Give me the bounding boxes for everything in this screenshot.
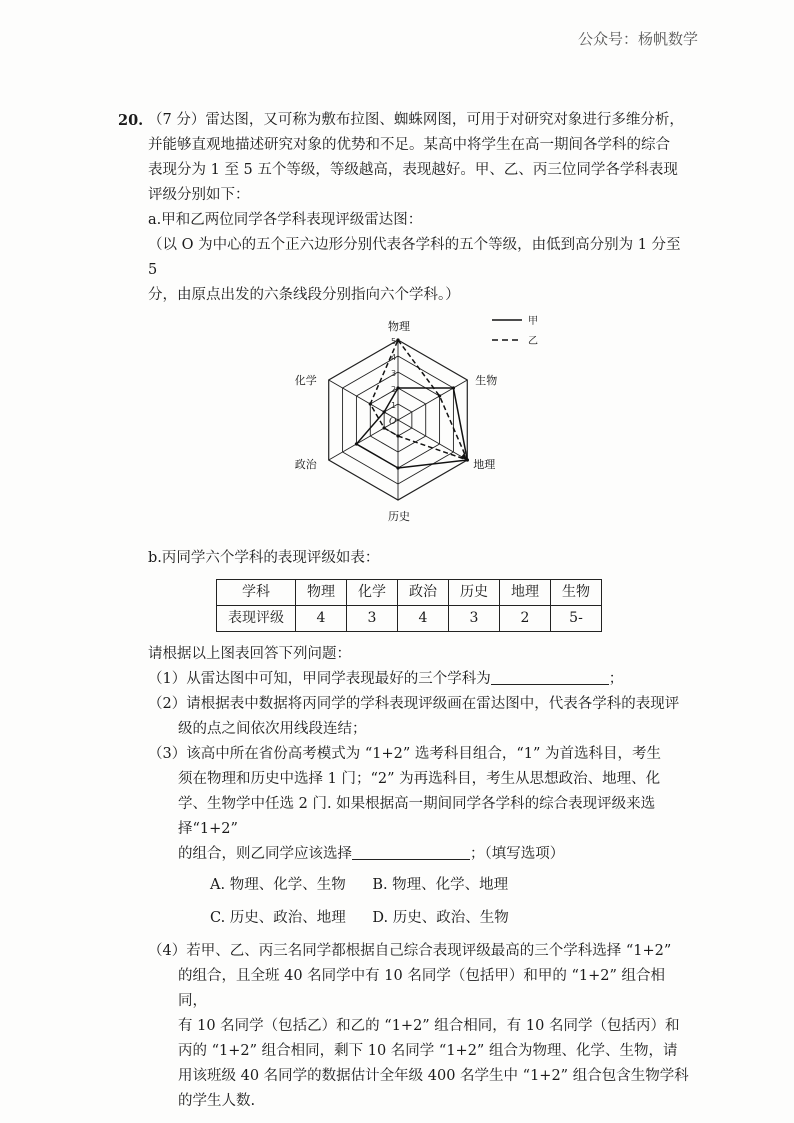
- q4-line: （4）若甲、乙、丙三名同学都根据自己综合表现评级最高的三个学科选择 “1+2”: [148, 943, 672, 959]
- table-wrap: [148, 579, 693, 632]
- q2-line: （2）请根据表中数据将丙同学的学科表现评级画在雷达图中，代表各学科的表现评: [148, 696, 680, 712]
- tick-label: 4: [391, 353, 397, 362]
- part-a-note: （以 O 为中心的五个正六边形分别代表各学科的五个等级，由低到高分别为 1 分至 5: [148, 237, 681, 278]
- table-header-cell: 物理: [296, 580, 347, 606]
- radar-spoke: [329, 420, 398, 460]
- table-header-row: [217, 580, 602, 606]
- q3-last: [148, 842, 693, 867]
- q3-line: 须在物理和历史中选择 1 门；“2” 为再选科目，考生从思想政治、地理、化: [178, 771, 661, 787]
- radar-spoke: [329, 380, 398, 420]
- series-point: [396, 386, 399, 389]
- tick-label: 1: [391, 401, 397, 410]
- tick-label: 2: [391, 385, 397, 394]
- table-header-cell: 生物: [551, 580, 602, 606]
- answer-blank[interactable]: [491, 668, 609, 685]
- table-header-cell: 化学: [347, 580, 398, 606]
- axis-label: 物理: [388, 320, 410, 333]
- q4-line: 用该班级 40 名同学的数据估计全年级 400 名学生中 “1+2” 组合包含生物学科: [178, 1068, 689, 1084]
- option-row: [210, 906, 693, 939]
- axis-label: 化学: [294, 374, 317, 387]
- table-cell: 5-: [551, 606, 602, 632]
- part-a-title: a.甲和乙两位同学各学科表现评级雷达图：: [148, 212, 423, 228]
- table-row: [217, 606, 602, 632]
- table-header-cell: 历史: [449, 580, 500, 606]
- option-row: [210, 873, 693, 906]
- radar-chart-area: [148, 312, 723, 540]
- radar-chart: [148, 312, 693, 540]
- q3-end: ；（填写选项）: [470, 846, 565, 862]
- question-20: [118, 108, 693, 1114]
- q3-line: 学、生物学中任选 2 门. 如果根据高一期间同学各学科的综合表现评级来选择“1+2”: [178, 796, 656, 837]
- series-point: [396, 466, 399, 469]
- series-point: [369, 402, 372, 405]
- part-b-title: b.丙同学六个学科的表现评级如表：: [148, 550, 380, 566]
- q3-line: （3）该高中所在省份高考模式为 “1+2” 选考科目组合，“1” 为首选科目，考生: [148, 746, 662, 762]
- q4-line: 的组合，且全班 40 名同学中有 10 名同学（包括甲）和甲的 “1+2” 组合相同，: [178, 968, 665, 1009]
- legend-label: 甲: [528, 316, 538, 327]
- series-point: [383, 426, 386, 429]
- table-cell: 4: [296, 606, 347, 632]
- option-d[interactable]: D. 历史、政治、生物: [372, 910, 509, 926]
- series-point: [438, 394, 441, 397]
- series-point: [396, 434, 399, 437]
- answer-blank[interactable]: [352, 843, 470, 860]
- intro-line: 并能够直观地描述研究对象的优势和不足。某高中将学生在高一期间各学科的综合: [148, 137, 670, 153]
- axis-label: 历史: [388, 510, 410, 523]
- option-a[interactable]: A. 物理、化学、生物: [210, 877, 346, 893]
- option-c[interactable]: C. 历史、政治、地理: [210, 910, 346, 926]
- options: [148, 873, 693, 939]
- question-number: 20.: [118, 112, 144, 129]
- table-header-cell: 地理: [500, 580, 551, 606]
- table-cell: 2: [500, 606, 551, 632]
- q4-line: 有 10 名同学（包括乙）和乙的 “1+2” 组合相同，有 10 名同学（包括丙）和: [178, 1018, 680, 1034]
- series-point: [355, 442, 358, 445]
- tick-label: 5: [391, 337, 397, 346]
- axis-label: 生物: [475, 374, 498, 387]
- q1-end: ；: [608, 671, 624, 687]
- part-a-note: 分，由原点出发的六条线段分别指向六个学科。）: [148, 287, 460, 303]
- watermark: 公众号：杨帆数学: [577, 30, 698, 48]
- q1-text: （1）从雷达图中可知，甲同学表现最好的三个学科为: [148, 671, 491, 687]
- legend-label: 乙: [528, 336, 538, 347]
- q4-line: 的学生人数.: [178, 1093, 256, 1109]
- center-label: O: [389, 417, 397, 427]
- option-b[interactable]: B. 物理、化学、地理: [372, 877, 509, 893]
- question-block: [118, 108, 693, 1114]
- axis-label: 政治: [294, 458, 317, 471]
- table-header-cell: 学科: [217, 580, 296, 606]
- axis-label: 地理: [473, 458, 496, 471]
- q3-text: 的组合，则乙同学应该选择: [178, 846, 352, 862]
- table-cell: 3: [347, 606, 398, 632]
- series-point: [383, 410, 386, 413]
- table-row-label: 表现评级: [217, 606, 296, 632]
- q4-line: 丙的 “1+2” 组合相同，剩下 10 名同学 “1+2” 组合为物理、化学、生物，请: [178, 1043, 678, 1059]
- q2-line: 级的点之间依次用线段连结；: [178, 721, 367, 737]
- score-table: [216, 579, 602, 632]
- series-point: [452, 386, 455, 389]
- table-cell: 4: [398, 606, 449, 632]
- tick-label: 3: [391, 369, 397, 378]
- intro-line: 表现分为 1 至 5 五个等级，等级越高，表现越好。甲、乙、丙三位同学各学科表现: [148, 162, 678, 178]
- q1: [148, 667, 693, 692]
- table-cell: 3: [449, 606, 500, 632]
- prompt: 请根据以上图表回答下列问题：: [148, 646, 351, 662]
- intro-line: （7 分）雷达图，又可称为敷布拉图、蜘蛛网图，可用于对研究对象进行多维分析，: [148, 112, 684, 128]
- series-point: [396, 338, 399, 341]
- intro-line: 评级分别如下：: [148, 187, 250, 203]
- table-header-cell: 政治: [398, 580, 449, 606]
